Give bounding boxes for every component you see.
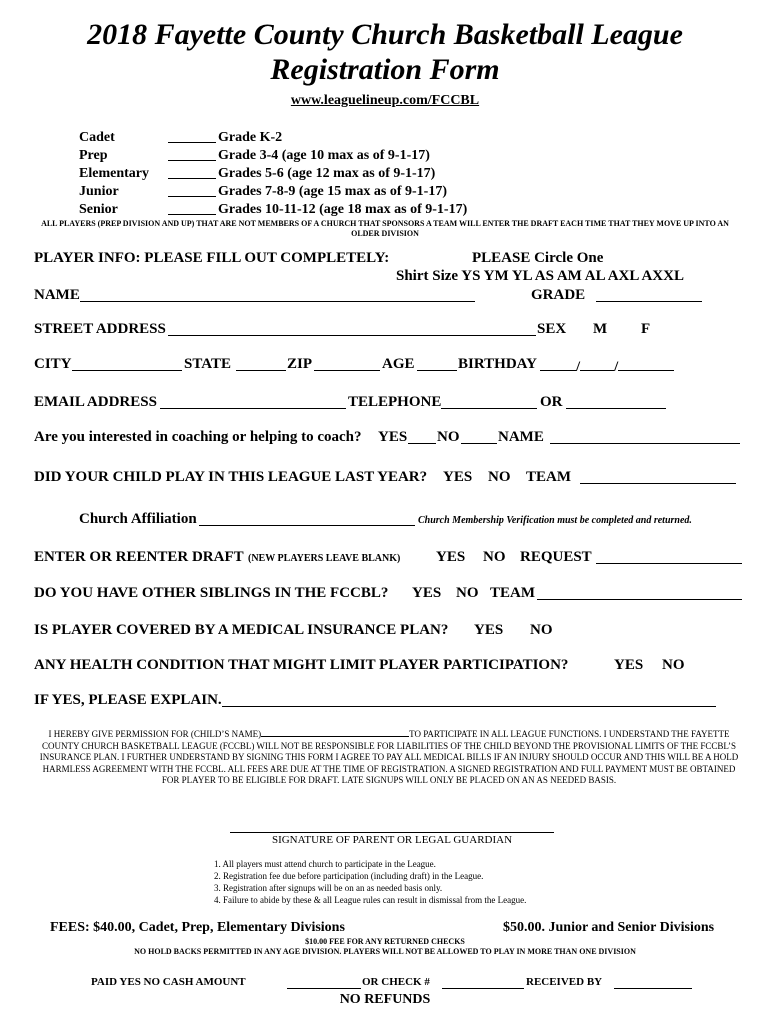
fees-right: $50.00. Junior and Senior Divisions — [503, 920, 715, 935]
city-label: CITY — [34, 356, 72, 372]
form-title-line2: Registration Form — [270, 53, 500, 86]
health-yes[interactable]: YES — [614, 657, 644, 673]
rule-item: 2. Registration fee due before participation (including draft) in the League. — [214, 871, 484, 881]
draft-yes[interactable]: YES — [436, 549, 466, 565]
siblings-no[interactable]: NO — [456, 585, 479, 601]
permission-rest: TO PARTICIPATE IN ALL LEAGUE FUNCTIONS. I UNDERSTAND THE FAYETTE COUNTY CHURCH BASKETBALL LEAGUE (FCCBL) WILL NOT BE RESPONSIBLE FOR LIABILITIES OF THE CHILD BEYOND THE PROVISIONAL LIMITS OF THE FCCBL’S INSURANCE PLAN. I FURTHER UNDERSTAND BY SIGNING THIS FORM I AGREE TO PAY ALL MEDICAL BILLS IF AN INJURY SHOULD OCCUR AND THIS WILL BE A HOLD HARMLESS AGREEMENT WITH THE FCCBL. ALL FEES ARE DUE AT THE TIME OF REGISTRATION. A SIGNED REGISTRATION AND FULL PAYMENT MUST BE OBTAINED FOR PLAYER TO BE ELIGIBLE FOR DRAFT. LATE SIGNUPS WILL ONLY BE PLACED ON AN AS NEEDED BASIS. — [39, 729, 739, 785]
player-info-heading: PLAYER INFO: PLEASE FILL OUT COMPLETELY: — [34, 250, 390, 266]
division-blank[interactable] — [168, 184, 216, 202]
received-label: RECEIVED BY — [526, 976, 603, 988]
health-question: ANY HEALTH CONDITION THAT MIGHT LIMIT PLAYER PARTICIPATION? — [34, 657, 569, 673]
rule-item: 4. Failure to abide by these & all League rules can result in dismissal from the League. — [214, 895, 527, 905]
email-field[interactable] — [160, 394, 346, 414]
date-separator: / — [614, 359, 619, 375]
siblings-team-label: TEAM — [490, 585, 535, 601]
name-label: NAME — [34, 287, 80, 303]
division-name: Prep — [79, 148, 108, 163]
coach-yes-blank[interactable] — [408, 429, 436, 449]
request-label: REQUEST — [520, 549, 592, 565]
division-grade: Grades 5-6 (age 12 max as of 9-1-17) — [218, 166, 436, 181]
draft-note: (NEW PLAYERS LEAVE BLANK) — [248, 553, 401, 564]
coach-no-blank[interactable] — [461, 429, 497, 449]
street-label: STREET ADDRESS — [34, 321, 166, 337]
played-team-label: TEAM — [526, 469, 571, 485]
played-team-field[interactable] — [580, 469, 736, 489]
no-holdbacks-note: NO HOLD BACKS PERMITTED IN ANY AGE DIVISION. PLAYERS WILL NOT BE ALLOWED TO PLAY IN MORE THAN ONE DIVISION — [134, 947, 636, 956]
division-grade: Grade K-2 — [218, 130, 283, 145]
coach-name-label: NAME — [498, 429, 544, 445]
siblings-team-field[interactable] — [537, 585, 742, 605]
alt-phone-field[interactable] — [566, 394, 666, 414]
signature-line[interactable] — [230, 832, 554, 833]
division-grade: Grades 10-11-12 (age 18 max as of 9-1-17) — [218, 202, 468, 217]
paid-label: PAID YES NO CASH AMOUNT — [91, 976, 246, 988]
insurance-yes[interactable]: YES — [474, 622, 504, 638]
state-label: STATE — [184, 356, 231, 372]
no-refunds: NO REFUNDS — [339, 992, 431, 1007]
played-yes[interactable]: YES — [443, 469, 473, 485]
name-field[interactable] — [80, 287, 475, 307]
explain-field[interactable] — [222, 692, 716, 712]
coach-yes[interactable]: YES — [378, 429, 408, 445]
division-grade: Grade 3-4 (age 10 max as of 9-1-17) — [218, 148, 430, 163]
division-blank[interactable] — [168, 202, 216, 220]
age-label: AGE — [382, 356, 415, 372]
coach-name-field[interactable] — [550, 429, 740, 449]
division-name: Elementary — [79, 166, 149, 181]
rule-item: 1. All players must attend church to participate in the League. — [214, 859, 436, 869]
age-field[interactable] — [417, 356, 457, 376]
division-name: Cadet — [79, 130, 115, 145]
division-blank[interactable] — [168, 166, 216, 184]
signature-label: SIGNATURE OF PARENT OR LEGAL GUARDIAN — [271, 834, 513, 846]
street-field[interactable] — [168, 321, 536, 341]
permission-start: I HEREBY GIVE PERMISSION FOR (CHILD’S NAME) — [48, 729, 262, 739]
sex-option-m[interactable]: M — [593, 321, 608, 337]
birthday-label: BIRTHDAY — [458, 356, 537, 372]
check-label: OR CHECK # — [362, 976, 430, 988]
division-note: ALL PLAYERS (PREP DIVISION AND UP) THAT ARE NOT MEMBERS OF A CHURCH THAT SPONSORS A TEAM WILL ENTER THE DRAFT EACH TIME THAT THEY MOVE UP INTO AN OLDER DIVISION — [41, 219, 729, 238]
division-name: Senior — [79, 202, 118, 217]
birthday-field[interactable] — [540, 356, 674, 376]
website-link[interactable]: www.leaguelineup.com/FCCBL — [290, 93, 480, 108]
church-verification-note: Church Membership Verification must be completed and returned. — [418, 515, 692, 526]
played-question: DID YOUR CHILD PLAY IN THIS LEAGUE LAST YEAR? — [34, 469, 428, 485]
date-separator: / — [576, 359, 581, 375]
state-field[interactable] — [236, 356, 286, 376]
insurance-question: IS PLAYER COVERED BY A MEDICAL INSURANCE PLAN? — [34, 622, 449, 638]
form-title-line1: 2018 Fayette County Church Basketball League — [87, 18, 683, 51]
church-label: Church Affiliation — [79, 511, 197, 527]
coach-no[interactable]: NO — [437, 429, 460, 445]
grade-field[interactable] — [596, 287, 702, 307]
division-blank[interactable] — [168, 130, 216, 148]
city-field[interactable] — [72, 356, 182, 376]
sex-label: SEX — [537, 321, 567, 337]
health-no[interactable]: NO — [662, 657, 685, 673]
zip-field[interactable] — [314, 356, 380, 376]
permission-paragraph — [34, 727, 744, 787]
division-name: Junior — [79, 184, 119, 199]
division-grade: Grades 7-8-9 (age 15 max as of 9-1-17) — [218, 184, 448, 199]
telephone-label: TELEPHONE — [348, 394, 442, 410]
fees-left: FEES: $40.00, Cadet, Prep, Elementary Divisions — [50, 920, 345, 935]
telephone-field[interactable] — [441, 394, 537, 414]
zip-label: ZIP — [287, 356, 313, 372]
rules-list — [214, 858, 526, 906]
email-label: EMAIL ADDRESS — [34, 394, 157, 410]
siblings-yes[interactable]: YES — [412, 585, 442, 601]
grade-label: GRADE — [531, 287, 586, 303]
request-field[interactable] — [596, 549, 742, 569]
sex-option-f[interactable]: F — [641, 321, 651, 337]
played-no[interactable]: NO — [488, 469, 511, 485]
draft-no[interactable]: NO — [483, 549, 506, 565]
insurance-no[interactable]: NO — [530, 622, 553, 638]
church-field[interactable] — [199, 511, 415, 531]
division-blank[interactable] — [168, 148, 216, 166]
draft-question: ENTER OR REENTER DRAFT — [34, 549, 244, 565]
shirt-size-options[interactable]: Shirt Size YS YM YL AS AM AL AXL AXXL — [396, 268, 684, 284]
child-name-field[interactable] — [261, 727, 409, 737]
rule-item: 3. Registration after signups will be on an as needed basis only. — [214, 883, 443, 893]
coach-question: Are you interested in coaching or helping to coach? — [34, 429, 362, 445]
returned-checks-note: $10.00 FEE FOR ANY RETURNED CHECKS — [305, 937, 465, 946]
circle-one-label: PLEASE Circle One — [472, 250, 604, 266]
explain-label: IF YES, PLEASE EXPLAIN. — [34, 692, 222, 708]
or-label: OR — [540, 394, 563, 410]
siblings-question: DO YOU HAVE OTHER SIBLINGS IN THE FCCBL? — [34, 585, 389, 601]
